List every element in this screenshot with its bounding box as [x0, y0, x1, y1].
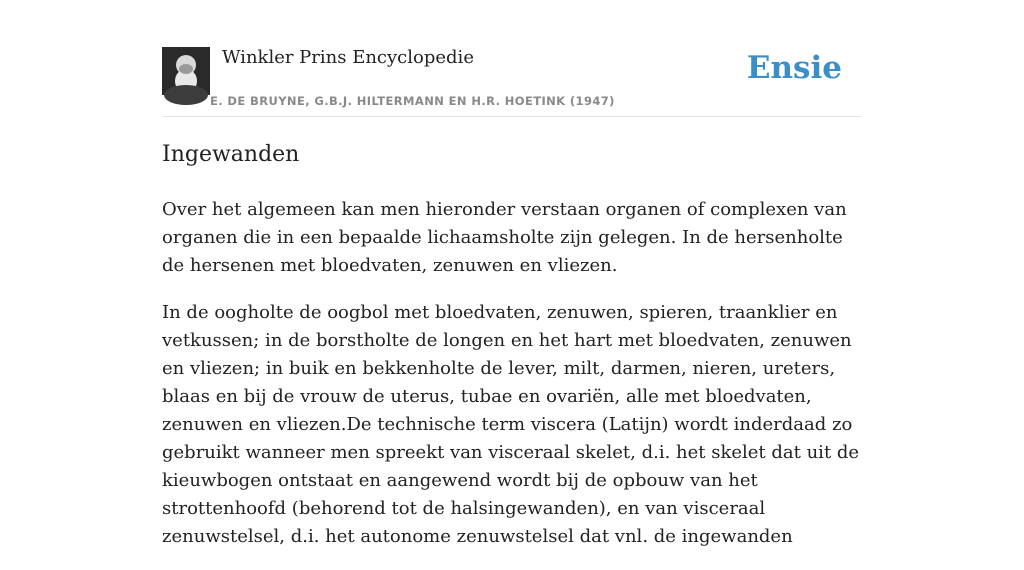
source-authors: E. DE BRUYNE, G.B.J. HILTERMANN EN H.R. HOETINK (1947)	[210, 94, 615, 108]
source-header	[162, 44, 862, 117]
article-title: Ingewanden	[162, 142, 300, 167]
source-title[interactable]: Winkler Prins Encyclopedie	[222, 47, 474, 68]
article-paragraph: Over het algemeen kan men hieronder verstaan organen of complexen van organen die in een bepaalde lichaamsholte zijn gelegen. In de hersenholte de hersenen met bloedvaten, zenuwen en vliezen.	[162, 199, 847, 276]
article-content	[162, 140, 862, 570]
portrait-photo-icon	[162, 47, 210, 95]
ensie-logo[interactable]: Ensie	[746, 50, 842, 86]
article-paragraph: In de oogholte de oogbol met bloedvaten, zenuwen, spieren, traanklier en vetkussen; in de borstholte de longen en het hart met bloedvaten, zenuwen en vliezen; in buik en bekkenholte de lever, milt, darmen, nieren, ureters, blaas en bij de vrouw de uterus, tubae en ovariën, alle met bloedvaten, zenuwen en vliezen.De technische term viscera (Latijn) wordt inderdaad zo gebruikt wanneer men spreekt van visceraal skelet, d.i. het skelet dat uit de kieuwbogen ontstaat en aangewend wordt bij de opbouw van het strottenhoofd (behorend tot de halsingewanden), en van visceraal zenuwstelsel, d.i. het autonome zenuwstelsel dat vnl. de ingewanden	[162, 302, 860, 547]
author-avatar	[162, 47, 210, 95]
